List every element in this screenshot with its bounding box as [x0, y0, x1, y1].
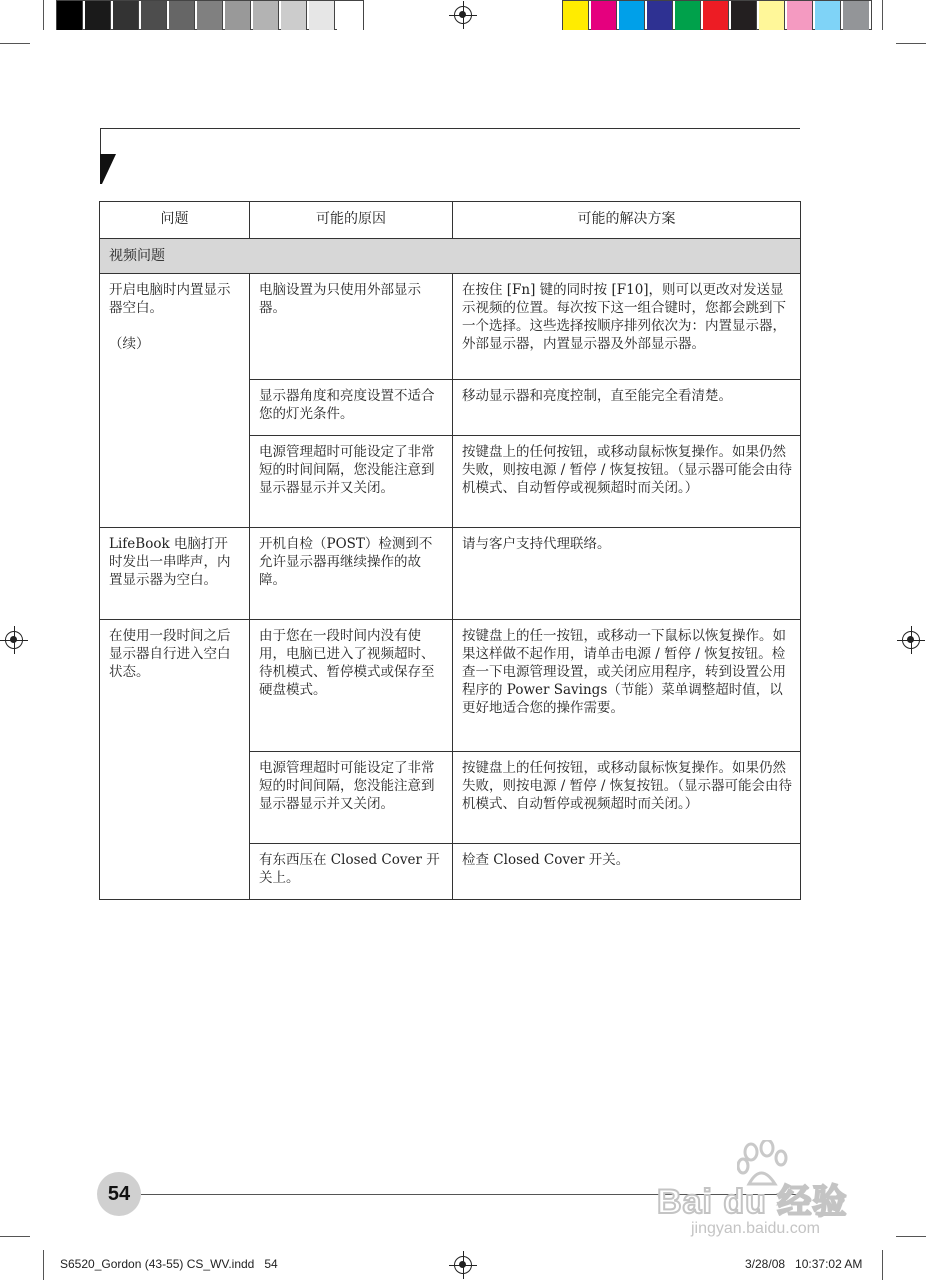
solution-cell: 按键盘上的任一按钮，或移动一下鼠标以恢复操作。如果这样做不起作用，请单击电源 / 暂停 / 恢复按钮。检查一下电源管理设置，或关闭应用程序，转到设置公用程序的 Power Savings（节能）菜单调整超时值，以更好地适合您的操作需要。 — [453, 620, 801, 752]
table-row — [100, 274, 801, 380]
swatch — [591, 1, 617, 30]
cause-cell: 电源管理超时可能设定了非常短的时间间隔，您没能注意到显示器显示并又关闭。 — [250, 752, 453, 844]
table-row — [100, 528, 801, 620]
solution-cell: 检查 Closed Cover 开关。 — [453, 844, 801, 900]
cause-cell: 电脑设置为只使用外部显示器。 — [250, 274, 453, 380]
swatch — [759, 1, 785, 30]
table-header-row — [100, 202, 801, 239]
header-solution: 可能的解决方案 — [453, 202, 801, 239]
swatch — [309, 1, 335, 30]
problem-cell — [100, 274, 250, 528]
registration-mark-icon — [454, 1256, 472, 1274]
crop-mark — [43, 1250, 44, 1280]
crop-mark — [896, 43, 926, 44]
grayscale-color-bar — [56, 0, 364, 30]
watermark-logo: Bai du 经验 — [657, 1183, 848, 1221]
swatch — [57, 1, 83, 30]
cause-cell: 由于您在一段时间内没有使用，电脑已进入了视频超时、待机模式、暂停模式或保存至硬盘模式。 — [250, 620, 453, 752]
problem-cell: LifeBook 电脑打开时发出一串哔声，内置显示器为空白。 — [100, 528, 250, 620]
baidu-watermark — [655, 1140, 885, 1240]
page-number: 54 — [107, 1183, 131, 1205]
section-marker-icon — [100, 154, 116, 184]
registration-mark-icon — [454, 6, 472, 24]
cause-cell: 有东西压在 Closed Cover 开关上。 — [250, 844, 453, 900]
swatch — [281, 1, 307, 30]
crop-mark — [882, 1250, 883, 1280]
swatch — [619, 1, 645, 30]
crop-mark — [0, 1236, 30, 1237]
cause-cell: 开机自检（POST）检测到不允许显示器再继续操作的故障。 — [250, 528, 453, 620]
swatch — [85, 1, 111, 30]
slug-timestamp: 3/28/08 10:37:02 AM — [745, 1257, 863, 1271]
page-number-badge — [97, 1172, 141, 1216]
swatch — [843, 1, 869, 30]
solution-cell: 请与客户支持代理联络。 — [453, 528, 801, 620]
swatch — [197, 1, 223, 30]
problem-cell: 在使用一段时间之后显示器自行进入空白状态。 — [100, 620, 250, 900]
solution-cell: 移动显示器和亮度控制，直至能完全看清楚。 — [453, 380, 801, 436]
watermark-url: jingyan.baidu.com — [691, 1220, 820, 1237]
swatch — [337, 1, 363, 30]
problem-text: 开启电脑时内置显示器空白。 — [109, 282, 231, 316]
swatch — [141, 1, 167, 30]
swatch — [815, 1, 841, 30]
cause-cell: 电源管理超时可能设定了非常短的时间间隔，您没能注意到显示器显示并又关闭。 — [250, 436, 453, 528]
swatch — [787, 1, 813, 30]
troubleshooting-table — [99, 201, 801, 900]
slug-file-info: S6520_Gordon (43-55) CS_WV.indd 54 — [60, 1257, 278, 1271]
header-cause: 可能的原因 — [250, 202, 453, 239]
registration-mark-icon — [5, 631, 23, 649]
header-rule — [100, 128, 800, 129]
solution-cell: 按键盘上的任何按钮，或移动鼠标恢复操作。如果仍然失败，则按电源 / 暂停 / 恢复按钮。（显示器可能会由待机模式、自动暂停或视频超时而关闭。） — [453, 752, 801, 844]
crop-mark — [43, 0, 44, 30]
swatch — [169, 1, 195, 30]
header-problem: 问题 — [100, 202, 250, 239]
cause-cell: 显示器角度和亮度设置不适合您的灯光条件。 — [250, 380, 453, 436]
swatch — [113, 1, 139, 30]
swatch — [731, 1, 757, 30]
swatch — [647, 1, 673, 30]
swatch — [225, 1, 251, 30]
solution-cell: 在按住 [Fn] 键的同时按 [F10]，则可以更改对发送显示视频的位置。每次按下这一组合键时，您都会跳到下一个选择。这些选择按顺序排列依次为：内置显示器，外部显示器，内置显示器及外部显示器。 — [453, 274, 801, 380]
section-row — [100, 239, 801, 274]
crop-mark — [882, 0, 883, 30]
swatch — [253, 1, 279, 30]
solution-cell: 按键盘上的任何按钮，或移动鼠标恢复操作。如果仍然失败，则按电源 / 暂停 / 恢复按钮。（显示器可能会由待机模式、自动暂停或视频超时而关闭。） — [453, 436, 801, 528]
table-row — [100, 620, 801, 752]
section-title: 视频问题 — [100, 239, 801, 274]
swatch — [563, 1, 589, 30]
crop-mark — [896, 1236, 926, 1237]
continued-note: （续） — [109, 336, 150, 352]
process-color-bar — [562, 0, 872, 30]
registration-mark-icon — [902, 631, 920, 649]
crop-mark — [0, 43, 30, 44]
swatch — [703, 1, 729, 30]
swatch — [675, 1, 701, 30]
